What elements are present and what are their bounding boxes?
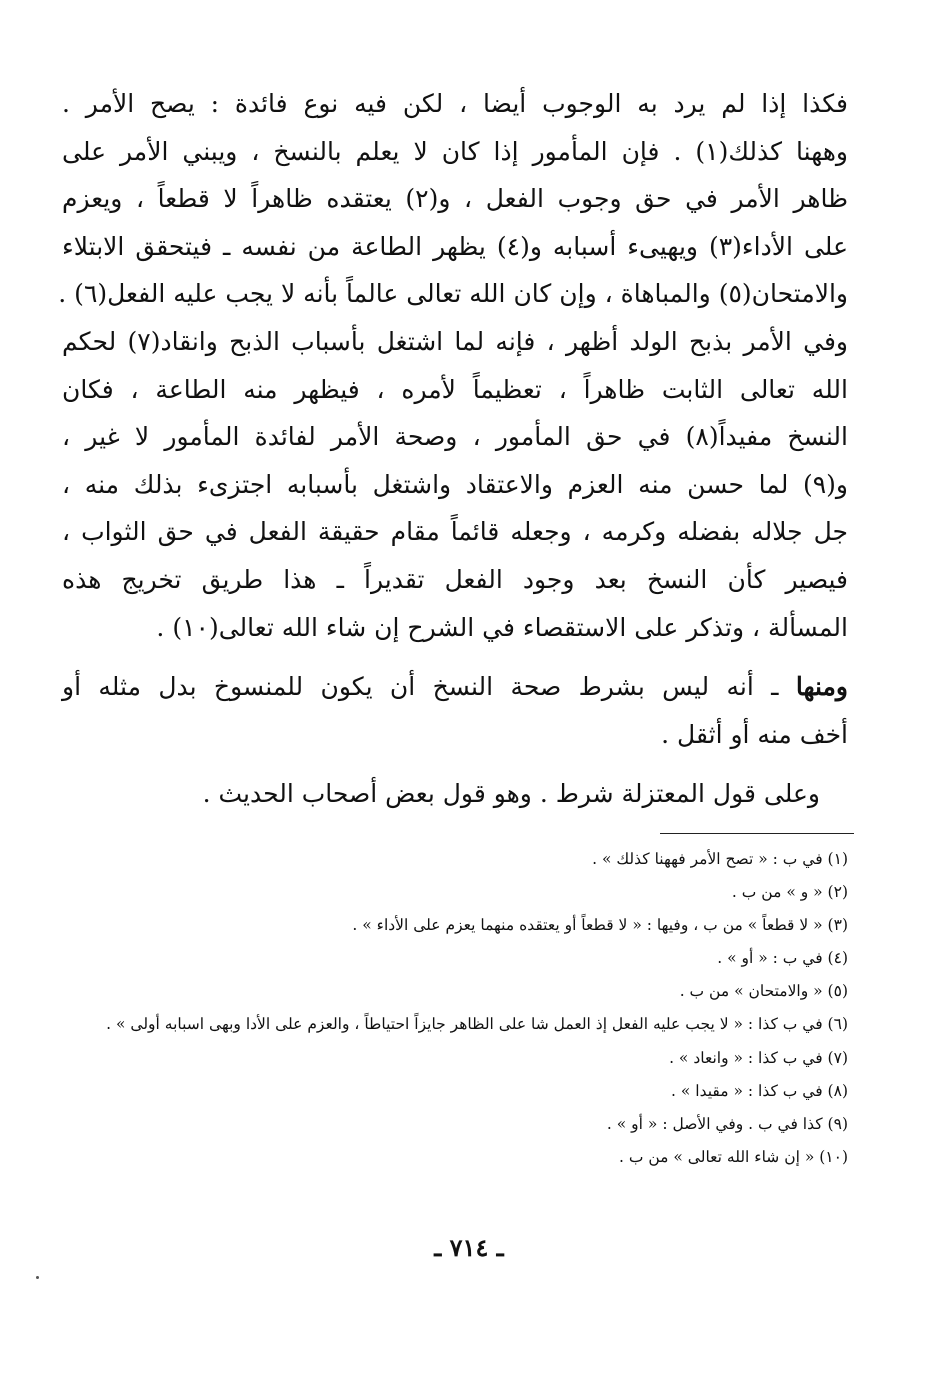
footnote-7: (٧) في ب كذا : « وانعاد » . bbox=[669, 1048, 848, 1067]
main-text bbox=[58, 80, 848, 818]
footnote-9: (٩) كذا في ب . وفي الأصل : « أو » . bbox=[606, 1114, 848, 1133]
text-line: و(٩) لما حسن منه العزم والاعتقاد واشتغل بأسبابه اجتزىء بذلك منه ، bbox=[62, 469, 848, 499]
footnote-5: (٥) « والامتحان » من ب . bbox=[679, 982, 848, 1001]
footnote-10: (١٠) « إن شاء الله تعالى » من ب . bbox=[618, 1147, 848, 1166]
paragraph-2-line-2: أخف منه أو أثقل . bbox=[661, 719, 848, 749]
text-line: وفي الأمر بذبح الولد أظهر ، فإنه لما اشتغل بأسباب الذبح وانقاد(٧) لحكم bbox=[62, 326, 848, 356]
footnote-2: (٢) « و » من ب . bbox=[731, 883, 848, 902]
text-line: فكذا إذا لم يرد به الوجوب أيضا ، لكن فيه نوع فائدة : يصح الأمر . bbox=[62, 89, 848, 118]
footnote-4: (٤) في ب : « أو » . bbox=[717, 949, 848, 968]
text-line: فيصير كأن النسخ بعد وجود الفعل تقديراً ـ هذا طريق تخريج هذه bbox=[62, 564, 848, 594]
text-line: والامتحان(٥) والمباهاة ، وإن كان الله تعالى عالماً بأنه لا يجب عليه الفعل(٦) . bbox=[58, 279, 848, 309]
footnote-separator bbox=[660, 833, 854, 834]
text-line: ظاهر الأمر في حق وجوب الفعل ، و(٢) يعتقده ظاهراً لا قطعاً ، ويعزم bbox=[62, 184, 848, 214]
paragraph-2-line-1 bbox=[62, 663, 848, 711]
text-line: وههنا كذلك(١) . فإن المأمور إذا كان لا يعلم بالنسخ ، ويبني الأمر على bbox=[62, 136, 848, 166]
paragraph-lead-word: ومنها bbox=[795, 672, 848, 702]
footnote-6: (٦) في ب كذا : « لا يجب عليه الفعل إذ العمل شا على الظاهر جايزاً احتياطاً ، والعزم على الأدا وبهى اسبابه أولى » . bbox=[106, 1015, 848, 1034]
footnote-8: (٨) في ب كذا : « مقيدا » . bbox=[671, 1081, 848, 1100]
page-number: ـ ٧١٤ ـ bbox=[434, 1233, 504, 1262]
footnote-1: (١) في ب : « تصح الأمر فههنا كذلك » . bbox=[592, 850, 848, 868]
text-line: على الأداء(٣) ويهيىء أسبابه و(٤) يظهر الطاعة من نفسه ـ فيتحقق الابتلاء bbox=[62, 231, 848, 261]
text-line: جل جلاله بفضله وكرمه ، وجعله قائماً مقام حقيقة الفعل في حق الثواب ، bbox=[62, 517, 848, 547]
footnote-3: (٣) « لا قطعاً » من ب ، وفيها : « لا قطعاً أو يعتقده منهما يعزم على الأداء » . bbox=[352, 916, 848, 935]
text-line: المسألة ، وتذكر على الاستقصاء في الشرح إن شاء الله تعالى(١٠) . bbox=[156, 612, 848, 642]
paragraph-2-line-1-text: ـ أنه ليس بشرط صحة النسخ أن يكون للمنسوخ بدل مثله أو bbox=[62, 672, 796, 702]
footnotes bbox=[62, 843, 848, 1174]
scan-speck bbox=[36, 1276, 39, 1279]
text-line: النسخ مفيداً(٨) في حق المأمور ، وصحة الأمر لفائدة المأمور لا غير ، bbox=[62, 422, 848, 452]
paragraph-3: وعلى قول المعتزلة شرط . وهو قول بعض أصحاب الحديث . bbox=[202, 779, 820, 809]
text-line: الله تعالى الثابت ظاهراً ، تعظيماً لأمره ، فيظهر منه الطاعة ، فكان bbox=[62, 374, 848, 404]
